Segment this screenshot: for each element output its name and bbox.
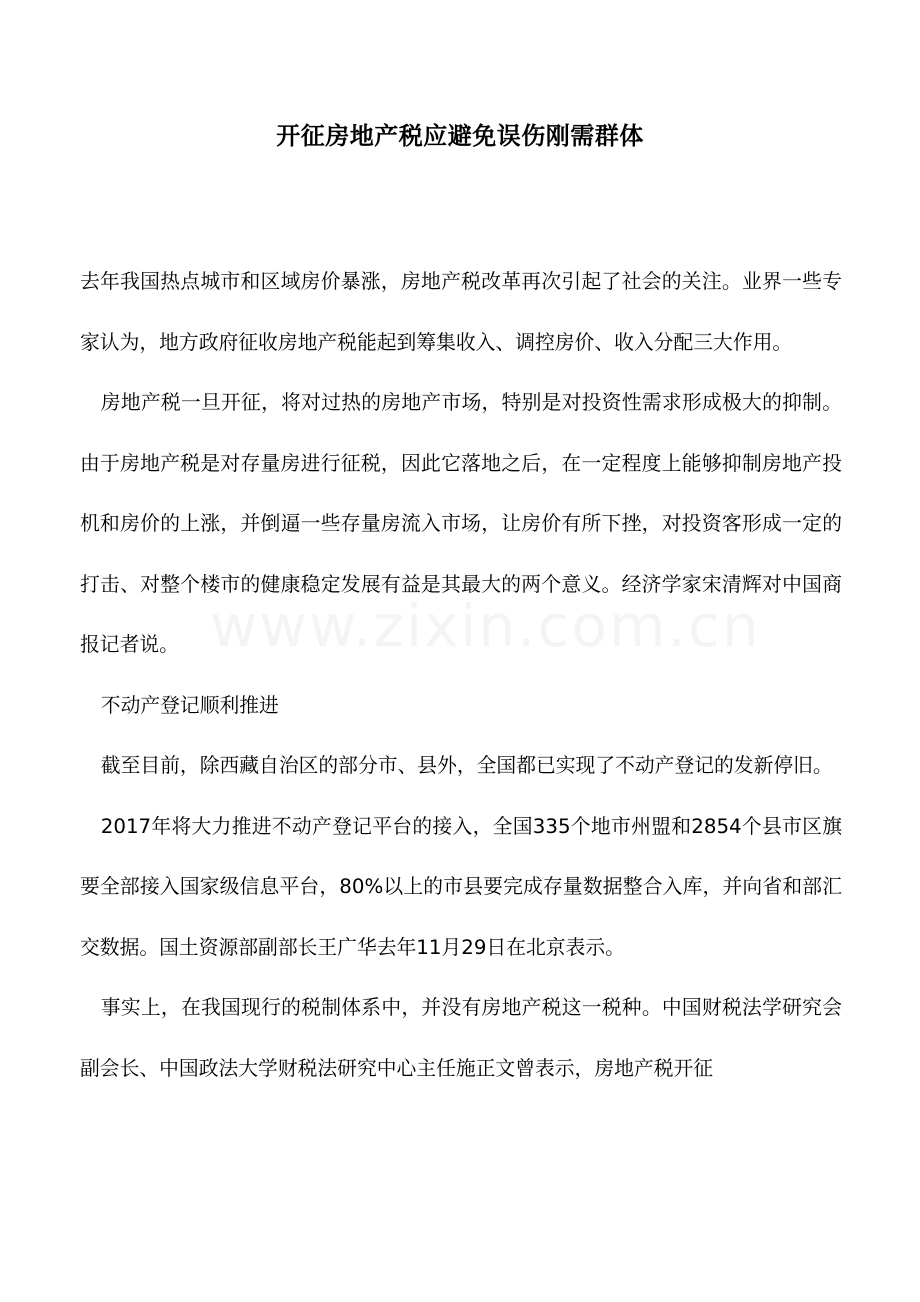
paragraph-intro: 去年我国热点城市和区域房价暴涨，房地产税改革再次引起了社会的关注。业界一些专家认为，地方政府征收房地产税能起到筹集收入、调控房价、收入分配三大作用。 bbox=[80, 270, 842, 354]
paragraph-platform-plan: 2017年将大力推进不动产登记平台的接入，全国335个地市州盟和2854个县市区旗要全部接入国家级信息平台，80%以上的市县要完成存量数据整合入库，并向省和部汇交数据。国土资源部副部长王广华去年11月29日在北京表示。 bbox=[80, 814, 842, 959]
paragraph-registration-status: 截至目前，除西藏自治区的部分市、县外，全国都已实现了不动产登记的发新停旧。 bbox=[100, 754, 833, 777]
document-title: 开征房地产税应避免误伤刚需群体 bbox=[276, 122, 644, 150]
paragraph-tax-effect: 房地产税一旦开征，将对过热的房地产市场，特别是对投资性需求形成极大的抑制。由于房地产税是对存量房进行征税，因此它落地之后，在一定程度上能够抑制房地产投机和房价的上涨，并倒逼一些存量房流入市场，让房价有所下挫，对投资客形成一定的打击、对整个楼市的健康稳定发展有益是其最大的两个意义。经济学家宋清辉对中国商报记者说。 bbox=[80, 391, 842, 656]
watermark: www.zixin.com.cn bbox=[210, 592, 761, 660]
section-heading: 不动产登记顺利推进 bbox=[100, 693, 279, 717]
paragraph-tax-system: 事实上，在我国现行的税制体系中，并没有房地产税这一税种。中国财税法学研究会副会长、中国政法大学财税法研究中心主任施正文曾表示，房地产税开征 bbox=[80, 996, 842, 1080]
document-body bbox=[80, 252, 842, 1099]
